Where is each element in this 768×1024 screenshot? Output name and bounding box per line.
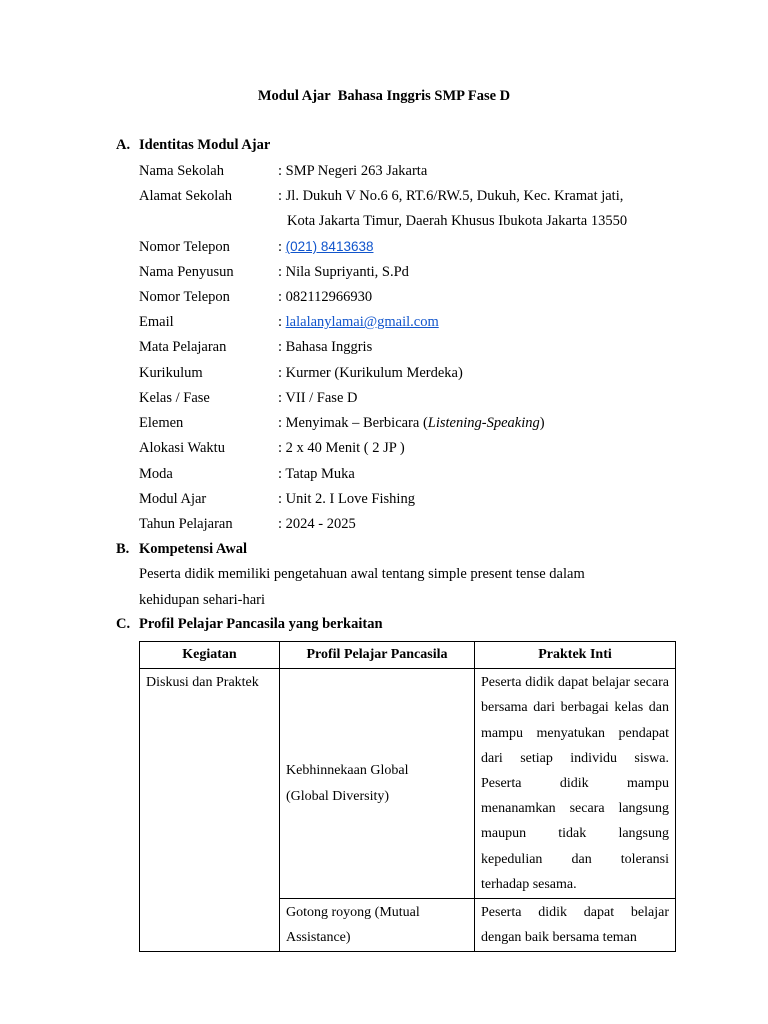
cell-profil-global-diversity — [280, 669, 475, 899]
value-kelas-fase: : VII / Fase D — [278, 390, 358, 406]
profil-line2: (Global Diversity) — [286, 788, 390, 804]
praktek-line: setiap individu siswa. Peserta — [481, 750, 670, 792]
praktek-line: langsung kepedulian dan — [481, 826, 669, 867]
label-nomor-telepon-penyusun: Nomor Telepon — [139, 289, 230, 305]
praktek-line: toleransi terhadap sesama. — [481, 851, 670, 892]
value-nomor-telepon-penyusun: : 082112966930 — [278, 289, 373, 305]
kompetensi-awal-line1: Peserta didik memiliki pengetahuan awal tentang simple present tense dalam — [139, 566, 585, 582]
phone-link[interactable]: (021) 8413638 — [285, 239, 374, 254]
kompetensi-awal-line2: kehidupan sehari-hari — [139, 592, 266, 608]
value-email — [278, 314, 439, 331]
value-kurikulum: : Kurmer (Kurikulum Merdeka) — [278, 365, 463, 381]
value-alamat-sekolah-line2: Kota Jakarta Timur, Daerah Khusus Ibukota Jakarta 13550 — [287, 213, 628, 229]
praktek-line: secara bersama dari berbagai — [481, 675, 670, 716]
header-praktek-inti: Praktek Inti — [475, 642, 676, 669]
praktek-line: menyatukan pendapat dari — [481, 725, 670, 766]
section-c-letter: C. — [116, 616, 131, 632]
elemen-pre: : Menyimak – Berbicara ( — [278, 415, 428, 431]
value-alokasi-waktu: : 2 x 40 Menit ( 2 JP ) — [278, 440, 405, 456]
value-alamat-sekolah: : Jl. Dukuh V No.6 6, RT.6/RW.5, Dukuh, Kec. Kramat jati, — [278, 188, 624, 204]
profil-line1: Kebhinnekaan Global — [286, 763, 409, 779]
praktek-line: dengan baik bersama teman — [481, 930, 637, 946]
label-elemen: Elemen — [139, 415, 184, 431]
value-mata-pelajaran: : Bahasa Inggris — [278, 339, 373, 355]
label-alamat-sekolah: Alamat Sekolah — [139, 188, 233, 204]
praktek-line: Peserta didik dapat belajar — [481, 675, 631, 691]
document-title: Modul Ajar Bahasa Inggris SMP Fase D — [257, 88, 511, 104]
label-tahun-pelajaran: Tahun Pelajaran — [139, 516, 233, 532]
label-alokasi-waktu: Alokasi Waktu — [139, 440, 225, 456]
value-modul-ajar: : Unit 2. I Love Fishing — [278, 491, 415, 507]
label-nama-sekolah: Nama Sekolah — [139, 163, 224, 179]
section-a-heading: Identitas Modul Ajar — [139, 137, 271, 153]
cell-praktek-inti — [475, 669, 676, 899]
praktek-line: Peserta didik dapat belajar — [481, 905, 669, 921]
label-moda: Moda — [139, 466, 173, 482]
value-elemen — [278, 415, 545, 432]
table-row — [140, 669, 676, 899]
value-moda: : Tatap Muka — [278, 466, 355, 482]
profil-line1: Gotong royong (Mutual — [286, 905, 420, 921]
table-header-row — [140, 642, 676, 669]
label-email: Email — [139, 314, 174, 330]
label-kurikulum: Kurikulum — [139, 365, 203, 381]
value-nama-penyusun: : Nila Supriyanti, S.Pd — [278, 264, 409, 280]
profil-pelajar-table — [139, 641, 676, 952]
section-c-heading: Profil Pelajar Pancasila yang berkaitan — [139, 616, 383, 632]
label-mata-pelajaran: Mata Pelajaran — [139, 339, 227, 355]
praktek-line: kelas dan mampu — [481, 700, 670, 741]
value-nomor-telepon-sekolah — [278, 239, 373, 256]
email-link[interactable]: lalalanylamai@gmail.com — [285, 314, 439, 330]
colon-prefix: : — [278, 239, 286, 255]
section-b-heading: Kompetensi Awal — [139, 541, 248, 557]
profil-line2: Assistance) — [286, 930, 351, 946]
header-kegiatan: Kegiatan — [140, 642, 280, 669]
section-a-letter: A. — [116, 137, 131, 153]
cell-profil-gotong-royong — [280, 899, 475, 952]
label-nama-penyusun: Nama Penyusun — [139, 264, 234, 280]
elemen-italic: Listening-Speaking — [427, 415, 540, 431]
header-profil: Profil Pelajar Pancasila — [280, 642, 475, 669]
colon-prefix: : — [278, 314, 286, 330]
praktek-line: didik mampu menanamkan — [481, 776, 669, 817]
elemen-post: ) — [539, 415, 545, 431]
praktek-line: secara langsung maupun tidak — [481, 801, 669, 842]
cell-praktek-inti — [475, 899, 676, 952]
value-tahun-pelajaran: : 2024 - 2025 — [278, 516, 356, 532]
section-b-letter: B. — [116, 541, 130, 557]
label-nomor-telepon-sekolah: Nomor Telepon — [139, 239, 230, 255]
label-kelas-fase: Kelas / Fase — [139, 390, 210, 406]
value-nama-sekolah: : SMP Negeri 263 Jakarta — [278, 163, 428, 179]
label-modul-ajar: Modul Ajar — [139, 491, 207, 507]
cell-kegiatan: Diskusi dan Praktek — [140, 669, 280, 952]
